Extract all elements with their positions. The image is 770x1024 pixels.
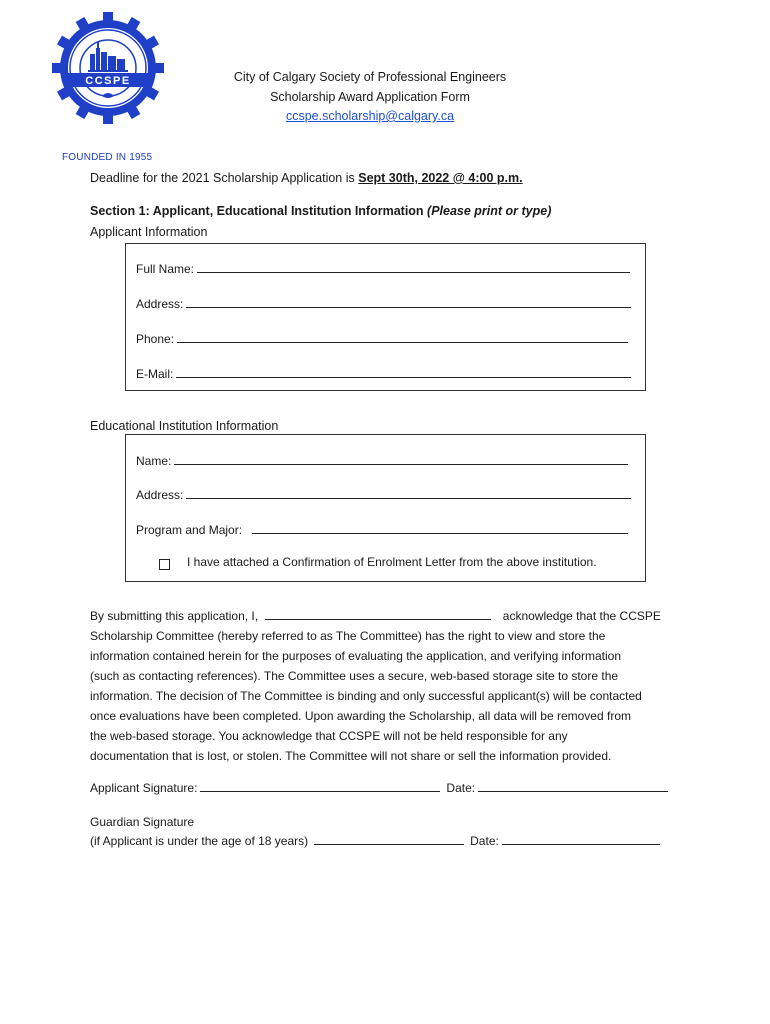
logo-text: CCSPE <box>85 75 131 87</box>
deadline-prefix: Deadline for the 2021 Scholarship Application is <box>90 171 359 185</box>
section1-note: (Please print or type) <box>427 204 552 218</box>
applicant-info-box <box>125 243 646 391</box>
institution-name-label: Name: <box>136 454 172 468</box>
guardian-signature-heading: Guardian Signature <box>90 815 195 829</box>
phone-label: Phone: <box>136 332 175 346</box>
enrolment-letter-label: I have attached a Confirmation of Enrolment Letter from the above institution. <box>187 555 597 569</box>
address-field[interactable] <box>136 296 631 311</box>
full-name-field[interactable] <box>136 261 630 276</box>
guardian-signature-row <box>90 833 660 848</box>
consent-first-line <box>90 606 690 626</box>
founded-caption: FOUNDED IN 1955 <box>62 152 153 163</box>
full-name-label: Full Name: <box>136 262 195 276</box>
institution-heading: Educational Institution Information <box>90 419 279 433</box>
institution-address-line[interactable] <box>186 487 631 499</box>
consent-line-7: the web-based storage. You acknowledge that CCSPE will not be held responsible for any <box>90 729 568 743</box>
consent-line-6: once evaluations have been completed. Upon awarding the Scholarship, all data will be removed from <box>90 709 631 723</box>
consent-line-3: information contained herein for the purposes of evaluating the application, and verifying information <box>90 649 621 663</box>
consent-line-1: acknowledge that the CCSPE <box>502 609 661 623</box>
consent-line-2: Scholarship Committee (hereby referred to as The Committee) has the right to view and store the <box>90 629 606 643</box>
deadline-line <box>90 171 523 185</box>
email-label: E-Mail: <box>136 367 174 381</box>
consent-line-4: (such as contacting references). The Committee uses a secure, web-based storage site to store the <box>90 669 619 683</box>
applicant-date-label: Date: <box>446 781 476 795</box>
address-line[interactable] <box>186 296 631 308</box>
program-major-label: Program and Major: <box>136 523 243 537</box>
applicant-signature-line[interactable] <box>200 780 440 792</box>
applicant-heading: Applicant Information <box>90 225 208 239</box>
email-line[interactable] <box>176 366 631 378</box>
form-header <box>150 68 590 127</box>
consent-line-8: documentation that is lost, or stolen. The Committee will not share or sell the information provided. <box>90 749 612 763</box>
consent-line-0: By submitting this application, I, <box>90 609 259 623</box>
institution-name-line[interactable] <box>174 453 628 465</box>
deadline-date: Sept 30th, 2022 @ 4:00 p.m. <box>358 171 523 185</box>
enrolment-letter-checkbox[interactable] <box>159 559 170 570</box>
applicant-signature-row <box>90 780 668 795</box>
applicant-signature-label: Applicant Signature: <box>90 781 198 795</box>
ccspe-logo <box>52 12 164 124</box>
guardian-date-line[interactable] <box>502 833 660 845</box>
applicant-date-line[interactable] <box>478 780 668 792</box>
contact-email-link[interactable]: ccspe.scholarship@calgary.ca <box>285 109 455 123</box>
form-title: Scholarship Award Application Form <box>270 89 470 104</box>
consent-line-5: information. The decision of The Committee is binding and only successful applicant(s) will be contacted <box>90 689 642 703</box>
program-major-line[interactable] <box>252 522 628 534</box>
section1-title <box>90 204 551 218</box>
full-name-line[interactable] <box>197 261 630 273</box>
email-field[interactable] <box>136 366 631 381</box>
applicant-name-blank[interactable] <box>265 608 491 620</box>
section1-title-text: Section 1: Applicant, Educational Institution Information <box>90 204 428 218</box>
address-label: Address: <box>136 297 184 311</box>
institution-name-field[interactable] <box>136 453 628 468</box>
program-major-field[interactable] <box>136 522 628 537</box>
consent-paragraph <box>90 606 690 766</box>
guardian-age-note: (if Applicant is under the age of 18 years) <box>90 834 309 848</box>
institution-info-box <box>125 434 646 582</box>
guardian-date-label: Date: <box>470 834 499 848</box>
org-name: City of Calgary Society of Professional Engineers <box>233 70 507 84</box>
phone-line[interactable] <box>177 331 628 343</box>
phone-field[interactable] <box>136 331 628 346</box>
institution-address-field[interactable] <box>136 487 631 502</box>
institution-address-label: Address: <box>136 488 184 502</box>
guardian-signature-line[interactable] <box>314 833 464 845</box>
